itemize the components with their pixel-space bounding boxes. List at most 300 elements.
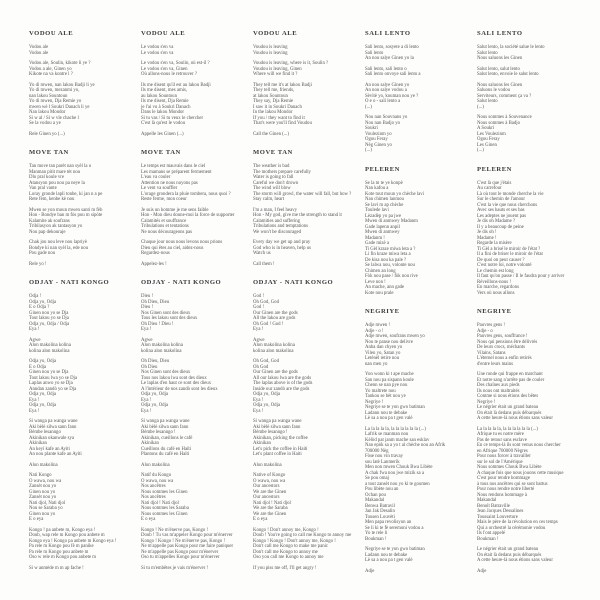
lyric-line: That's were you'll find Voudou: [253, 121, 312, 126]
lyric-line: The wind will blow: [253, 186, 291, 191]
lyric-line: Vilen yo, Satan yo: [365, 350, 401, 356]
lyric-line: Où allons-nous le retrouver ?: [141, 72, 197, 77]
lyric-line: They say, Dja Remie: [253, 99, 294, 104]
lyric-line: Adje - o !: [365, 328, 384, 334]
lyric-line: Adje mwen !: [365, 323, 391, 328]
lyric-line: Chak jou nou leve nou lapriyè: [29, 240, 87, 245]
lyric-line: Nati Kongo: [29, 473, 52, 478]
lyric-line: De leurs crocs, méchants: [477, 345, 525, 350]
lyric-line: nan lakou Sountoun: [29, 93, 68, 99]
lyric-line: Oh Dieu, Dieu: [141, 359, 170, 364]
lyric-line: Plantons du café en Haïti: [141, 452, 190, 457]
lyric-line: Zansèt nou yo: [29, 495, 57, 500]
stanza: [253, 83, 357, 127]
lyric-line: Don't call me Kongo to annoy me: [253, 549, 318, 555]
lyric-line: I saw it in Soukri Danach: [253, 104, 302, 110]
lyric-line: Ginen nou yo se Dja: [29, 370, 69, 375]
lyric-line: Kongo ! Don't annoy me, Kongo !: [253, 527, 319, 533]
lyric-line: Mwen di anmwey: [365, 230, 400, 235]
lyric-line: Negriye se te yon gwo batiman: [365, 547, 425, 552]
lyric-line: Lè sa a nou pa t gen valè: [365, 558, 413, 563]
lyric-line: C'est la vie que nous cherchons: [477, 202, 538, 208]
stanza: [477, 323, 581, 367]
stanza: [29, 419, 133, 458]
lyric-line: mwen wè l Soukri Danach li ye: [29, 104, 90, 110]
lyric-line: Ne m'appelle pas Kongo pour m'énerver: [141, 549, 219, 555]
lyric-line: Tous les lakou sont des dieux: [141, 316, 198, 321]
lyric-line: Adje mwen, soufrans mwen yo: [365, 334, 425, 339]
lyric-line: Our ancestors: [253, 484, 280, 489]
lyric-line: Sali lento onvoye sali lento a: [365, 72, 421, 77]
stanza: [253, 208, 357, 236]
lyric-line: Sur le chemin de l'amour: [477, 197, 526, 202]
lyric-line: Ginen nou yo: [29, 489, 56, 495]
lyric-line: Loray gronde lapli tonbe, ki jan n a pe: [29, 191, 103, 197]
song-title: ODJAY - NATI KONGO: [141, 279, 222, 286]
lyric-line: Calamities and suffering: [253, 218, 301, 224]
lyric-line: Aki bèlè silwa sann fann: [253, 424, 301, 430]
lyric-line: Odja yo, Odja: [29, 359, 57, 364]
lyric-line: Les Ginen: [477, 142, 497, 148]
lyric-line: Pauvres gens, souffrance !: [477, 334, 528, 339]
lyric-line: Dieu !: [141, 294, 154, 299]
lyric-line: Sèvitè yo, kouman nou ye ?: [365, 93, 419, 99]
lyric-line: Men papa revolisyon an: [365, 520, 412, 525]
lyric-line: Odja yo, Odja: [253, 403, 281, 408]
stanza: [253, 566, 357, 572]
lyric-line: C'est là que j'étais: [477, 180, 512, 186]
lyric-line: Nou te panse nou delivre: [365, 339, 413, 345]
lyric-line: Ils me disent, mes amis,: [141, 88, 188, 93]
lyric-line: Doub ! Tu vas m'appeler Kongo pour m'énerver: [141, 533, 233, 538]
lyric-line: Je suis un homme je me sens faible: [141, 207, 209, 213]
lyric-line: Jean Jacques Dessalines: [477, 509, 524, 514]
lyric-line: Dlo pral koule vre: [29, 175, 65, 180]
lyric-line: Sali lento, sosyete a di lento: [365, 45, 419, 50]
lyric-line: Kongo ! pa anbete m, Kongo eya !: [29, 527, 96, 533]
song-section: [253, 149, 357, 267]
lyric-line: a tout zansèt nou yo ki te goumen: [365, 481, 430, 487]
lyric-line: Madanm !: [365, 235, 385, 241]
stanza: [29, 338, 133, 355]
lyric-line: Yo di mwen, Dja Remie yo: [29, 99, 82, 104]
lyric-line: De kisa nou ka pale ?: [365, 257, 407, 263]
lyric-line: In the lakou Mondor: [253, 110, 293, 115]
lyric-line: (...): [477, 148, 484, 153]
lyric-line: d'entre leurs mains: [477, 361, 514, 367]
lyric-line: Vodou a ale, Ginen yo: [29, 66, 72, 72]
lyric-line: Si w anmède m m ap fache !: [29, 565, 84, 571]
stanza: [29, 473, 133, 523]
stanza: [141, 463, 245, 469]
lyric-line: à tous nos ancêtres qui se sont battus: [477, 481, 548, 487]
stanza: [253, 164, 357, 203]
stanza: [29, 262, 133, 268]
lyric-line: Nos Ginen sont des dieux: [141, 370, 191, 375]
lyric-line: Salut lento, la société salue le lento: [477, 45, 545, 50]
stanza: [29, 45, 133, 56]
stanza: [29, 528, 133, 561]
lyric-line: Hon - Bondye ban m fòs pou m sipòte: [29, 213, 103, 218]
lyric-line: Pa rele m Kongo pou fè m panike: [29, 544, 94, 549]
lyric-line: An nou plante kafe an Ayiti: [29, 452, 82, 457]
lyric-line: Nous rendons hommage à: [477, 492, 527, 498]
lyric-line: Oh God, God: [253, 359, 279, 364]
song-title: SALI LENTO: [477, 30, 523, 37]
stanza: [141, 132, 245, 138]
song-section: [29, 279, 133, 571]
lyric-line: Pa rele m Kongo pou anbete m: [29, 549, 89, 555]
lyric-line: Anba dan chyen yo: [365, 345, 403, 350]
lyric-line: Agwe: [253, 337, 265, 343]
lyric-line: Doub, wap rele m Kongo pou anbete m: [29, 533, 105, 538]
stanza: [253, 262, 357, 268]
lyric-line: Lè sa a nou pa t gen valè: [365, 416, 413, 421]
stanza: [141, 419, 245, 458]
lyric-line: Eya !: [29, 408, 40, 414]
lyric-line: Ginen nou yo se Dja: [29, 310, 69, 316]
song-title: VODOU ALE: [29, 30, 74, 37]
song-title: PELEREN: [365, 165, 400, 173]
lyric-line: au lakou Sountoun: [141, 93, 177, 99]
lyric-line: 700000 Nèg: [365, 448, 389, 454]
stanza: [29, 61, 133, 78]
lyric-line: Kalamite ak soufrans: [29, 218, 70, 224]
lyric-line: je l'ai vu à Soukri Danach: [141, 104, 191, 110]
lyric-line: Odja !: [29, 294, 42, 299]
lyric-line: On était là dedans puis débarqués: [477, 552, 542, 558]
stanza: [477, 115, 581, 154]
song-title: PELEREN: [477, 165, 512, 173]
lyric-line: Nous saluons les Ginen: [477, 56, 523, 61]
lyric-line: Our ancestors: [253, 495, 280, 500]
lyric-line: Se pou omaj: [365, 476, 389, 481]
lyric-line: Il faut qu'on passe / Il le faudra pour y arriver: [477, 274, 565, 279]
lyric-line: Oh Dieu ! Dieu !: [141, 321, 174, 327]
stanza: [253, 473, 357, 523]
lyric-line: Nati djol ! Nati djol: [253, 500, 291, 506]
lyric-line: Pas de retour sans esclave: [477, 437, 527, 443]
lyric-line: A Soukri: [477, 126, 495, 131]
lyric-line: Les Voulezinm: [477, 131, 506, 137]
lyric-line: Nan epòk sa a yo t al chèche nou an Afrik: [365, 443, 446, 448]
stanza: [29, 294, 133, 333]
lyric-line: If you / they want to find it: [253, 115, 305, 121]
song-section: [253, 30, 357, 137]
lyric-line: Leve non !: [365, 279, 386, 285]
song-section: [365, 30, 469, 154]
lyric-line: Vodou ale: [29, 45, 49, 50]
lyric-line: Eya !: [141, 397, 152, 403]
lyric-line: An nou salye vodou a: [365, 88, 407, 93]
lyric-line: E o eya: [29, 517, 44, 522]
lyric-line: Se lavi m ap chèche: [365, 202, 404, 208]
lyric-line: Salut lento, envoie le salut lento: [477, 72, 539, 77]
lyric-line: at lakou Sountoun: [253, 93, 288, 99]
lyric-line: Doub ! You're going to call me Kongo to annoy me: [253, 533, 352, 538]
lyric-line: Van pral vante: [29, 186, 57, 191]
stanza: [29, 463, 133, 469]
lyric-line: Yo di mwen, nan lakou Badji li ye: [29, 82, 95, 88]
lyric-line: Pou libète nou an: [365, 487, 399, 492]
lyric-line: Nan chimen lanmou: [365, 197, 404, 202]
stanza: [141, 359, 245, 414]
song-section: [477, 166, 581, 297]
lyric-line: Se la m te ye konpè: [365, 180, 403, 186]
lyric-line: A cette heure-là nous étions sans valeur: [477, 416, 553, 421]
stanza: [29, 566, 133, 572]
stanza: [141, 262, 245, 268]
lyric-line: Bondye ki nan syèl la, ede nou: [29, 245, 89, 251]
lyric-line: Pour nous forcer à travailler: [477, 454, 531, 459]
lyric-line: God !: [253, 294, 265, 299]
lyric-line: Eya !: [141, 408, 152, 414]
lyric-line: Oso tu m'appelles Kongo pour m'énerver: [141, 555, 220, 560]
lyrics-column-francais-1: [141, 30, 245, 586]
lyric-line: Nou nan Badjo yo: [365, 120, 401, 126]
lyric-line: Oh Dieu: [141, 364, 158, 370]
song-title: VODOU ALE: [141, 30, 186, 37]
lyric-line: Tousen Louvèti: [365, 514, 395, 520]
lyric-line: Vilains, Satans: [477, 350, 506, 356]
lyric-line: Negriye !: [477, 399, 496, 405]
lyric-line: Kongo eya ! Kongo pa anbete m Kongo eya !: [29, 538, 117, 544]
lyric-line: Watch us: [253, 251, 271, 256]
lyric-line: Agwe: [29, 337, 41, 343]
lyric-line: Calamités et souffrance: [141, 218, 187, 224]
lyric-line: Odja yo, Odja / Odja: [29, 321, 70, 327]
stanza: [141, 528, 245, 561]
lyric-line: Nous sommes Chouk Bwa Libète: [477, 465, 542, 470]
lyric-line: Natif du Kongo: [141, 473, 172, 478]
stanza: [141, 164, 245, 203]
stanza: [365, 83, 469, 111]
lyric-line: Hon - Mon dieu donne-moi la force de supporter: [141, 213, 235, 218]
lyric-line: Akinikan, cueillons le café: [141, 435, 193, 441]
lyric-line: A chak fwa nou jwe mizik sa a: [365, 470, 425, 476]
lyric-line: Tous nos lakou lwa sont des dieux: [141, 375, 207, 381]
stanza: [141, 45, 245, 56]
stanza: [141, 566, 245, 572]
lyric-line: Boukman !: [365, 536, 387, 542]
lyric-line: Voudou is leaving, Ginen: [253, 66, 302, 72]
lyric-line: If you piss me off, I'll get angry !: [253, 565, 317, 571]
lyric-line: Toussaint Louverture: [477, 514, 518, 520]
lyric-line: Ti Gèl kraze miwa leta a ?: [365, 246, 416, 252]
stanza: [253, 294, 357, 333]
lyric-line: Oso w rele m Kongo pou anbete m: [29, 555, 97, 560]
lyric-line: Benoît Batraville: [477, 503, 510, 509]
lyric-line: Mwen di anmwey Madanm: [365, 219, 418, 224]
song-title: NEGRIYE: [477, 308, 512, 315]
lyric-line: Zansèt nou yo: [29, 484, 57, 489]
lyric-line: Alon makolina kolina: [29, 343, 71, 348]
lyric-line: Pauvres gens !: [477, 323, 505, 328]
lyric-line: Tout lakou yo se Dja: [29, 316, 69, 321]
lyric-line: C'est notre loi, notre volonté: [477, 263, 532, 268]
stanza: [477, 83, 581, 111]
lyric-line: Kongo ! Ne m'énerve pas, Kongo !: [141, 527, 209, 533]
lyric-line: Se lalwa nou, volonte nou: [365, 263, 415, 268]
lyric-line: Chaque jour nous nous levons nous prions: [141, 240, 223, 245]
lyric-line: Ils l'ont appelé: [477, 531, 506, 536]
lyric-line: Si tu vas / Si tu veux le chercher: [141, 115, 204, 121]
song-section: [477, 308, 581, 574]
stanza: [29, 359, 133, 414]
lyric-line: Kongo ! Kongo ! Ne m'énerve pas, Kongo !: [141, 538, 226, 544]
lyric-line: Don't call me Kongo to make me panic: [253, 544, 329, 549]
lyric-line: Le temps est mauvais dans le ciel: [141, 164, 206, 169]
lyric-line: Ogou Feray: [477, 137, 500, 142]
lyric-line: Negriye se te yon gwo batiman: [365, 405, 425, 410]
lyric-line: Tankou se bèt nou ye: [365, 394, 406, 399]
lyric-line: O wawa, nou wa: [29, 478, 62, 484]
lyric-line: Kote nou prale: [365, 290, 394, 296]
song-title: ODJAY - NATI KONGO: [253, 279, 334, 286]
lyric-line: Fòse nou vin travay: [365, 454, 403, 459]
lyric-line: Akinikan: [253, 441, 271, 446]
lyric-line: Our Ginen are the gods: [253, 310, 298, 316]
stanza: [29, 240, 133, 257]
lyric-line: en Afrique 700000 Nègres: [477, 448, 528, 454]
lyric-line: Bèmbe lesanngo !: [253, 430, 288, 435]
lyric-line: Le vent va souffler: [141, 186, 178, 191]
lyric-line: Regardez-nous: [141, 251, 170, 256]
lyric-line: Yo te rele li: [365, 531, 388, 536]
song-title: ODJAY - NATI KONGO: [29, 279, 110, 286]
stanza: [365, 427, 469, 543]
lyric-line: Kote tout moun yo chèche lavi: [365, 191, 425, 197]
lyric-line: Anndan zandò yo se Dja: [29, 386, 77, 392]
lyric-line: Oh God, God: [253, 299, 279, 305]
lyric-line: A l'intérieur de nos zandò sont les dieux: [141, 386, 218, 392]
lyric-line: Nous sommes les Saraba: [141, 506, 189, 511]
lyric-line: Call the Ginen (...): [253, 131, 289, 137]
lyric-line: Salut lento: [477, 99, 498, 104]
stanza: [253, 528, 357, 561]
lyric-line: God who is in heaven, help us: [253, 245, 311, 251]
lyric-line: Benwa Batravil: [365, 503, 395, 509]
lyric-line: Ne m'appelle pas Kongo pour me faire paniquer: [141, 544, 234, 549]
lyric-line: Alon makolina: [253, 462, 282, 468]
lyric-line: Ne nous décourageons pas: [141, 229, 193, 235]
lyric-line: Qui a orchestré la cérémonie vodou: [477, 525, 546, 531]
lyric-line: Ladann nou te debake: [365, 552, 408, 558]
song-section: [29, 30, 133, 137]
lyrics-column-kreyol-1: [29, 30, 133, 586]
lyric-line: Une ronde qui frappe en marchant: [477, 372, 543, 377]
lyric-line: An nou salye Ginen yo la: [365, 56, 414, 61]
lyric-line: E o Odja: [29, 364, 47, 370]
lyric-line: Jan Jak Desalin: [365, 509, 395, 514]
lyric-line: Reste ferme, mon coeur: [141, 197, 187, 202]
lyric-line: Nos ancêtres: [141, 495, 166, 500]
lyric-line: We are the Ginen: [253, 511, 287, 517]
lyric-line: Nos ancêtres: [141, 484, 166, 489]
lyric-line: Il a fini de briser le miroir de l'état: [477, 252, 543, 257]
lyric-line: Ils nous ont maltraités: [477, 388, 520, 394]
lyric-line: Hon - My god, give me the strength to stand it: [253, 213, 342, 218]
song-title: VODOU ALE: [253, 30, 298, 37]
lyric-line: All our lakou lwa are the gods: [253, 375, 312, 381]
lyric-line: L'orage grondera la pluie tombera, nous quoi ?: [141, 191, 231, 197]
lyric-line: Tout lakou lwa yo se Dja: [29, 375, 78, 381]
lyric-line: L'éternel nous a enfin retirés: [477, 356, 532, 361]
song-section: [141, 149, 245, 267]
lyric-line: Nan kafou a: [365, 186, 389, 191]
stanza: [477, 181, 581, 297]
stanza: [141, 240, 245, 257]
lyric-line: Attention ne nous noyons pas: [141, 180, 198, 186]
lyric-line: We are the Ginen: [253, 489, 287, 495]
stanza: [477, 569, 581, 575]
stanza: [365, 569, 469, 575]
stanza: [477, 427, 581, 543]
song-section: [253, 279, 357, 571]
lyric-line: Des chaînes aux pieds: [477, 383, 520, 388]
lyric-line: Atansyon pou nou pa neye la: [29, 180, 85, 186]
lyric-line: Adje - o: [477, 328, 493, 334]
lyric-line: Voudou is leaving: [253, 45, 288, 50]
lyric-line: Makandal: [477, 498, 497, 503]
stanza: [365, 45, 469, 62]
lyric-line: O wawa, nou wa: [253, 478, 286, 484]
lyric-line: Let's plant coffee in Haiti: [253, 452, 302, 457]
lyric-line: Le vodou s'en va, Ginen: [141, 66, 188, 72]
lyric-line: (...): [365, 148, 372, 153]
lyrics-column-kreyol-2: [365, 30, 469, 586]
lyric-line: Akinikan okanwale sya: [29, 435, 75, 441]
lyric-line: Nati djol ! Nati djol: [141, 500, 179, 506]
lyric-line: Oh Dieu, Dieu: [141, 299, 170, 305]
song-section: [365, 308, 469, 574]
lyric-line: Dieu qui êtes au ciel, aidez-nous: [141, 245, 204, 251]
stanza: [141, 83, 245, 127]
lyric-line: Si tu m'embêtes je vais m'énerver !: [141, 565, 208, 571]
lyric-line: Odja yo, Odja: [253, 392, 281, 397]
lyric-line: Native of Kongo: [253, 473, 286, 478]
song-title: MOVE TAN: [141, 149, 181, 156]
stanza: [253, 61, 357, 78]
lyric-line: Pour nous rendre notre liberté: [477, 487, 535, 492]
lyric-line: Au carrefour: [477, 186, 502, 191]
lyric-line: All the lakou are gods: [253, 316, 296, 321]
lyric-line: Sali lento: [365, 50, 384, 56]
lyric-line: Le négrier était un grand bateau: [477, 547, 539, 552]
stanza: [477, 547, 581, 564]
lyric-line: Ochan pou: [365, 492, 386, 498]
lyric-line: Soukri: [365, 126, 378, 131]
lyric-line: Tan move tan parèt nan syèl la o: [29, 164, 92, 169]
stanza: [141, 338, 245, 355]
lyric-line: Tribulations and temptations: [253, 224, 308, 229]
lyric-line: Saluons le vodou: [477, 88, 511, 93]
lyric-line: Alon makolina kolina: [253, 343, 295, 348]
lyric-line: Lafrik se manman nou: [365, 432, 409, 437]
lyric-line: Là où tout le monde cherche la vie: [477, 191, 544, 197]
song-section: [365, 166, 469, 297]
lyric-line: Vers où nous allons: [477, 290, 515, 296]
lyric-line: Nous sommes à Souvenance: [477, 115, 532, 120]
stanza: [365, 323, 469, 367]
stanza: [365, 372, 469, 422]
lyric-line: Ti Gèl a brisé le miroir de l'état ?: [477, 246, 541, 252]
lyric-line: Negriye !: [365, 399, 384, 405]
lyric-line: Letènèl retire nou: [365, 356, 400, 361]
lyric-line: Oh God ! God !: [253, 321, 284, 327]
stanza: [29, 83, 133, 127]
stanza: [253, 132, 357, 138]
